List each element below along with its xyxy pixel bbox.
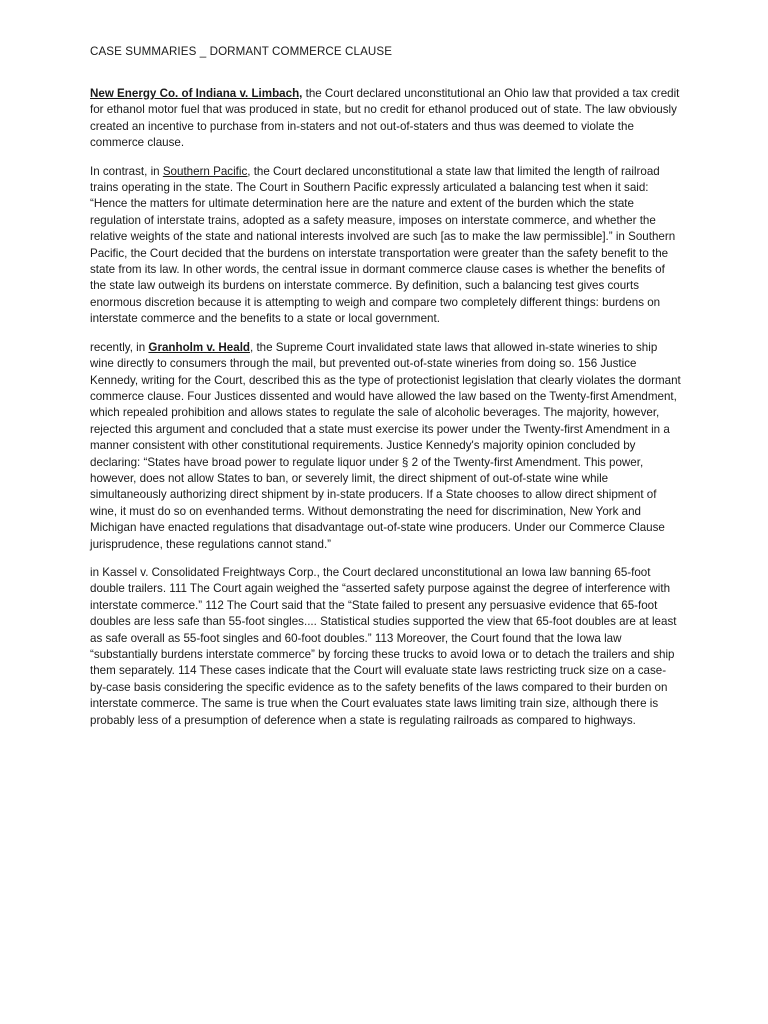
paragraph-kassel <box>90 565 682 729</box>
paragraph-southern-pacific <box>90 164 682 328</box>
paragraph-prefix: recently, in <box>90 340 149 354</box>
paragraph-body: the Court declared unconstitutional a state law that limited the length of railroad trains operating in the state. The Court in Southern Pacific expressly articulated a balancing test when it said: “Hence the matters for ultimate determination here are the nature and extent of the burden which the state regulation of interstate trains, adopted as a safety measure, imposes on interstate commerce, and whether the relative weights of the state and national interests involved are such [as to make the law permissible].” in Southern Pacific, the Court decided that the burdens on interstate transportation were greater than the safety benefit to the state from its law. In other words, the central issue in dormant commerce clause cases is whether the benefits of the state law outweigh its burdens on interstate commerce. By definition, such a balancing test gives courts enormous discretion because it is attempting to weigh and compare two completely different things: burdens on interstate commerce and the benefits to a state or local government. <box>90 164 676 326</box>
paragraph-granholm <box>90 340 682 553</box>
case-name-granholm: Granholm v. Heald <box>148 340 250 354</box>
paragraph-body: the Court declared unconstitutional an Ohio law that provided a tax credit for ethanol motor fuel that was produced in state, but no credit for ethanol produced out of state. The law obviously created an incentive to purchase from in-staters and not out-of-staters and thus was deemed to violate the commerce clause. <box>90 87 680 150</box>
paragraph-prefix: In contrast, in <box>90 164 163 178</box>
paragraph-new-energy <box>90 86 682 152</box>
case-name-southern-pacific: Southern Pacific, <box>162 164 251 178</box>
paragraph-body: , the Supreme Court invalidated state laws that allowed in-state wineries to ship wine directly to consumers through the mail, but prevented out-of-state wineries from doing so. 156 Justice Kennedy, writing for the Court, described this as the type of protectionist legislation that clearly violates the dormant commerce clause. Four Justices dissented and would have allowed the law based on the Twenty-first Amendment, which repealed prohibition and allows states to regulate the sale of alcoholic beverages. The majority, however, rejected this argument and concluded that a state must exercise its power under the Twenty-first Amendment in a manner consistent with other constitutional requirements. Justice Kennedy's majority opinion concluded by declaring: “States have broad power to regulate liquor under § 2 of the Twenty-first Amendment. This power, however, does not allow States to ban, or severely limit, the direct shipment of out-of-state wine while simultaneously authorizing direct shipment by in-state producers. If a State chooses to allow direct shipment of wine, it must do so on evenhanded terms. Without demonstrating the need for discrimination, New York and Michigan have enacted regulations that disadvantage out-of-state wine producers. Under our Commerce Clause jurisprudence, these regulations cannot stand.” <box>90 340 681 551</box>
case-name-new-energy: New Energy Co. of Indiana v. Limbach, <box>90 87 303 100</box>
document-title: CASE SUMMARIES _ DORMANT COMMERCE CLAUSE <box>90 45 393 58</box>
document-page <box>90 44 682 741</box>
paragraph-body: in Kassel v. Consolidated Freightways Corp., the Court declared unconstitutional an Iowa law banning 65-foot double trailers. 111 The Court again weighed the “asserted safety purpose against the degree of interference with interstate commerce.” 112 The Court said that the “State failed to present any persuasive evidence that 65-foot doubles are less safe than 55-foot singles.... Statistical studies supported the view that 65-foot doubles are at least as safe overall as 55-foot singles and 60-foot doubles.” 113 Moreover, the Court found that the Iowa law “substantially burdens interstate commerce” by forcing these trucks to avoid Iowa or to detach the trailers and ship them separately. 114 These cases indicate that the Court will evaluate state laws restricting truck size on a case-by-case basis considering the specific evidence as to the safety benefits of the laws compared to their burden on interstate commerce. The same is true when the Court evaluates state laws limiting train size, although there is probably less of a presumption of deference when a state is regulating railroads as compared to highways. <box>90 565 677 727</box>
